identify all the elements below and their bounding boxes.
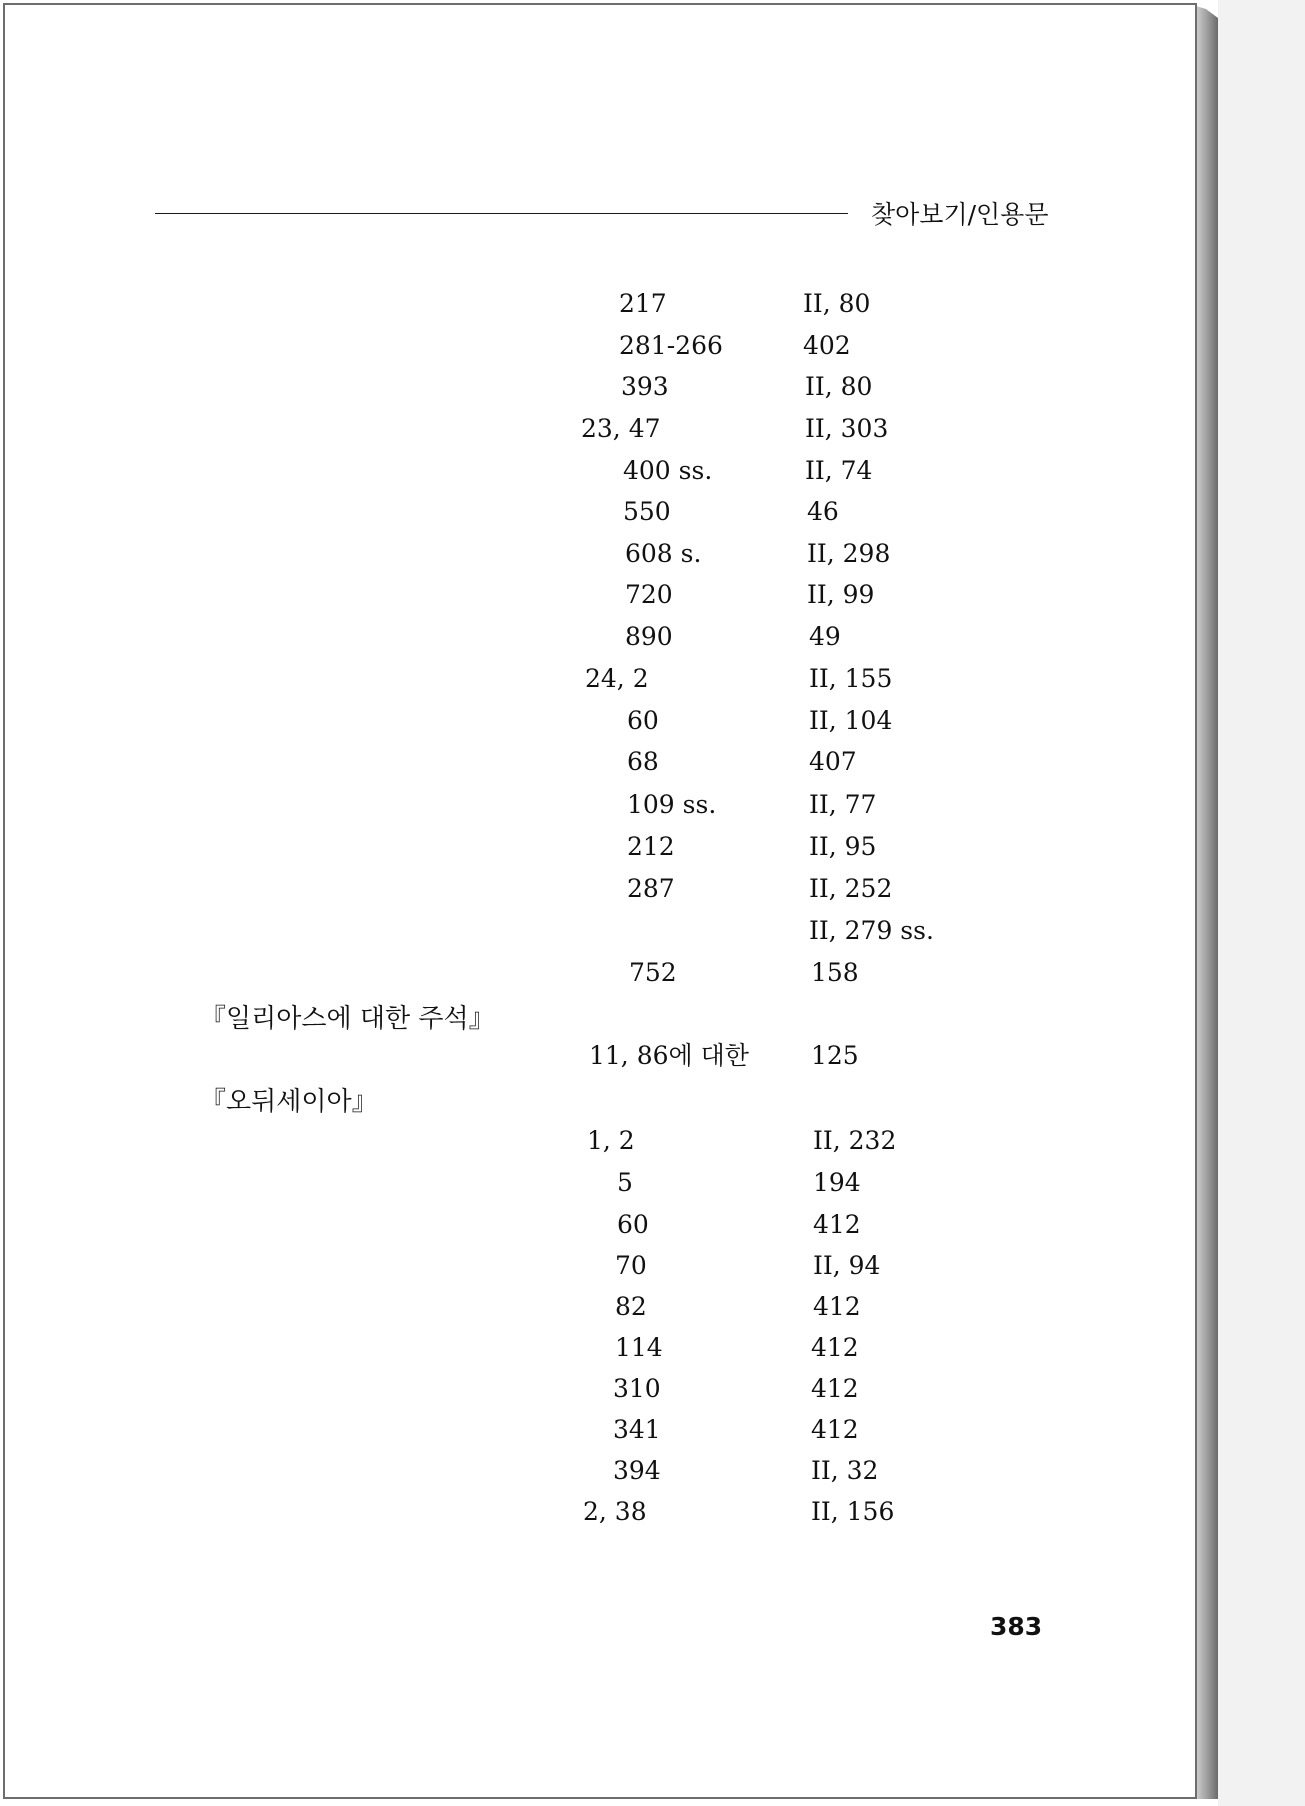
index-ref: 752 (629, 958, 677, 987)
index-ref: 310 (613, 1374, 661, 1403)
index-ref: 287 (627, 874, 675, 903)
index-page: 412 (811, 1374, 859, 1403)
index-ref: 114 (615, 1333, 663, 1362)
index-page: II, 74 (805, 456, 873, 485)
index-ref: 281-266 (619, 331, 723, 360)
index-ref: 341 (613, 1415, 661, 1444)
index-page: 49 (809, 622, 841, 651)
index-page: II, 95 (809, 832, 877, 861)
index-page: II, 94 (813, 1251, 881, 1280)
index-ref: 82 (615, 1292, 647, 1321)
index-page: 412 (811, 1415, 859, 1444)
index-page: II, 32 (811, 1456, 879, 1485)
header-rule (155, 213, 848, 214)
index-page: II, 279 ss. (809, 916, 934, 945)
index-page: II, 298 (807, 539, 891, 568)
index-ref: 5 (617, 1168, 633, 1197)
index-page: 412 (813, 1292, 861, 1321)
index-ref: 23, 47 (581, 414, 661, 443)
index-page: 412 (813, 1210, 861, 1239)
index-page: 158 (811, 958, 859, 987)
index-ref: 1, 2 (587, 1126, 635, 1155)
index-ref: 60 (617, 1210, 649, 1239)
paper-sheet (3, 3, 1197, 1799)
index-ref: 550 (623, 497, 671, 526)
odyssey-title: 『오뒤세이아』 (200, 1087, 378, 1117)
page-number: 383 (990, 1612, 1043, 1641)
index-page: 412 (811, 1333, 859, 1362)
index-ref: 890 (625, 622, 673, 651)
index-page: 402 (803, 331, 851, 360)
index-ref: 11, 86에 대한 (589, 1041, 749, 1070)
index-ref: 720 (625, 580, 673, 609)
index-ref: 393 (621, 372, 669, 401)
index-page: II, 232 (813, 1126, 897, 1155)
scan-margin (1218, 0, 1305, 1806)
index-page: II, 155 (809, 664, 893, 693)
index-ref: 70 (615, 1251, 647, 1280)
index-page: II, 156 (811, 1497, 895, 1526)
page-edge (1196, 6, 1218, 1799)
index-ref: 394 (613, 1456, 661, 1485)
running-header: 찾아보기/인용문 (871, 200, 1049, 229)
index-page: II, 80 (803, 289, 871, 318)
index-ref: 68 (627, 747, 659, 776)
index-ref: 2, 38 (583, 1497, 647, 1526)
index-page: 407 (809, 747, 857, 776)
index-ref: 400 ss. (623, 456, 713, 485)
index-ref: 217 (619, 289, 667, 318)
index-ref: 109 ss. (627, 790, 717, 819)
index-page: II, 104 (809, 706, 893, 735)
index-ref: 212 (627, 832, 675, 861)
index-page: II, 303 (805, 414, 889, 443)
index-ref: 608 s. (625, 539, 702, 568)
index-page: II, 80 (805, 372, 873, 401)
index-ref: 60 (627, 706, 659, 735)
index-page: II, 77 (809, 790, 877, 819)
index-page: II, 252 (809, 874, 893, 903)
scholia-title: 『일리아스에 대한 주석』 (200, 1004, 495, 1034)
index-page: 194 (813, 1168, 861, 1197)
index-ref: 24, 2 (585, 664, 649, 693)
index-page: II, 99 (807, 580, 875, 609)
index-page: 125 (811, 1041, 859, 1070)
index-page: 46 (807, 497, 839, 526)
